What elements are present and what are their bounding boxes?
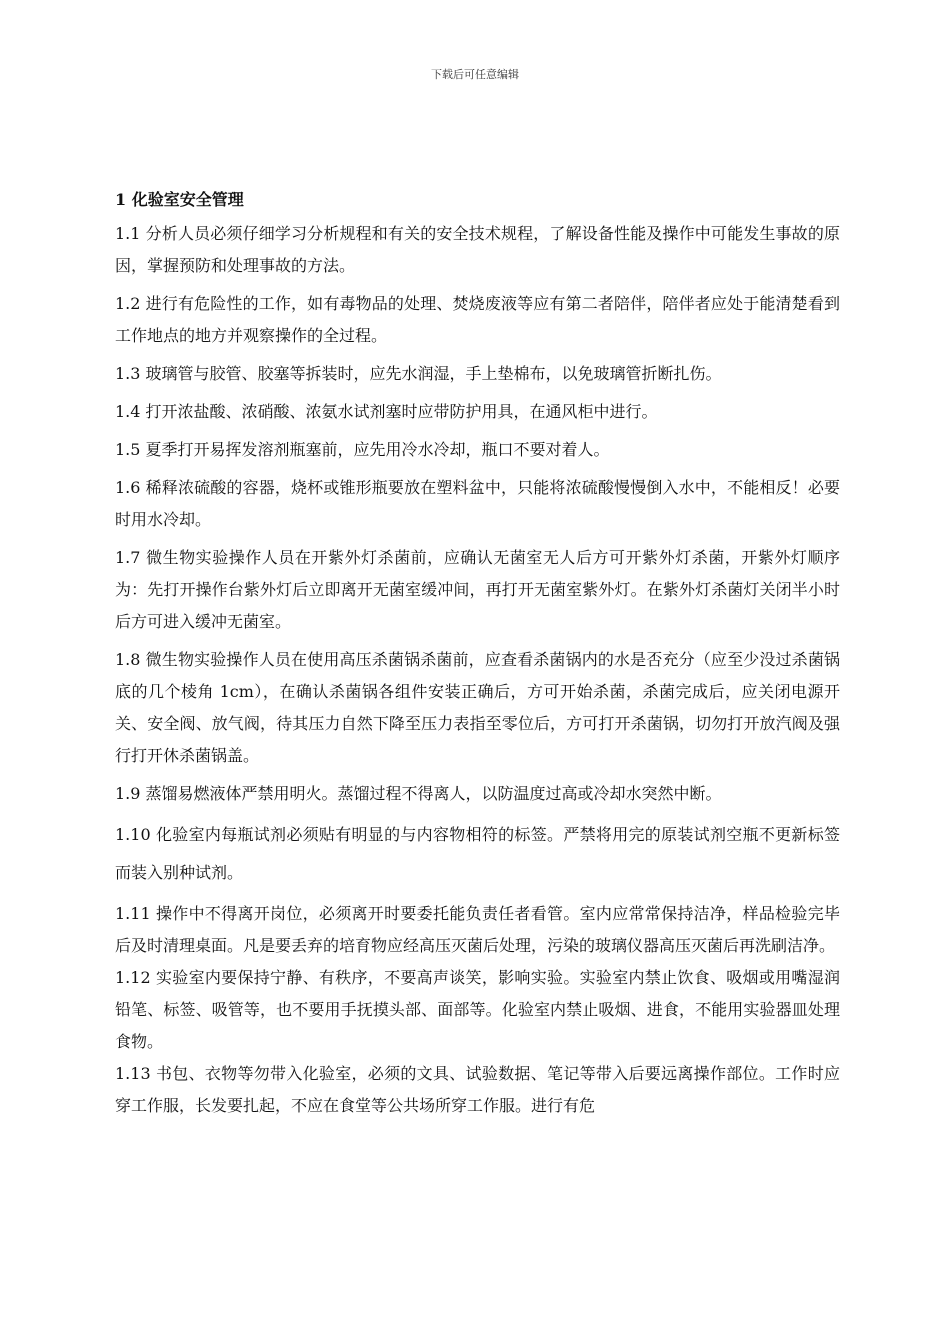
paragraph-1-8: 1.8 微生物实验操作人员在使用高压杀菌锅杀菌前，应查看杀菌锅内的水是否充分（应至少没过杀菌锅底的几个棱角 1cm），在确认杀菌锅各组件安装正确后，方可开始杀菌，杀菌完成后，应关闭电源开关、安全阀、放气阀，待其压力自然下降至压力表指至零位后，方可打开杀菌锅，切勿打开放汽阀及强行打开休杀菌锅盖。 (115, 650, 840, 765)
section-title: 1 化验室安全管理 (115, 190, 244, 209)
paragraph-1-5: 1.5 夏季打开易挥发溶剂瓶塞前，应先用冷水冷却，瓶口不要对着人。 (115, 440, 610, 459)
header-note: 下载后可任意编辑 (431, 68, 519, 81)
paragraph-1-7: 1.7 微生物实验操作人员在开紫外灯杀菌前，应确认无菌室无人后方可开紫外灯杀菌，开紫外灯顺序为：先打开操作台紫外灯后立即离开无菌室缓冲间，再打开无菌室紫外灯。在紫外灯杀菌灯关闭半小时后方可进入缓冲无菌室。 (115, 548, 840, 631)
paragraph-1-9: 1.9 蒸馏易燃液体严禁用明火。蒸馏过程不得离人，以防温度过高或冷却水突然中断。 (115, 784, 722, 803)
paragraph-1-1: 1.1 分析人员必须仔细学习分析规程和有关的安全技术规程，了解设备性能及操作中可能发生事故的原因，掌握预防和处理事故的方法。 (115, 224, 840, 275)
paragraph-1-6: 1.6 稀释浓硫酸的容器，烧杯或锥形瓶要放在塑料盆中，只能将浓硫酸慢慢倒入水中，不能相反！必要时用水冷却。 (115, 478, 840, 529)
paragraph-1-3: 1.3 玻璃管与胶管、胶塞等拆装时，应先水润湿，手上垫棉布，以免玻璃管折断扎伤。 (115, 364, 722, 383)
paragraph-1-12: 1.12 实验室内要保持宁静、有秩序，不要高声谈笑，影响实验。实验室内禁止饮食、吸烟或用嘴湿润铅笔、标签、吸管等，也不要用手抚摸头部、面部等。化验室内禁止吸烟、进食，不能用实验器皿处理食物。 (115, 968, 840, 1051)
paragraph-1-4: 1.4 打开浓盐酸、浓硝酸、浓氨水试剂塞时应带防护用具，在通风柜中进行。 (115, 402, 658, 421)
paragraph-1-10: 1.10 化验室内每瓶试剂必须贴有明显的与内容物相符的标签。严禁将用完的原装试剂空瓶不更新标签而装入别种试剂。 (115, 825, 840, 882)
paragraph-1-13: 1.13 书包、衣物等勿带入化验室，必须的文具、试验数据、笔记等带入后要远离操作部位。工作时应穿工作服，长发要扎起，不应在食堂等公共场所穿工作服。进行有危 (115, 1064, 840, 1115)
paragraph-1-11: 1.11 操作中不得离开岗位，必须离开时要委托能负责任者看管。室内应常常保持洁净，样品检验完毕后及时清理桌面。凡是要丢弃的培育物应经高压灭菌后处理，污染的玻璃仪器高压灭菌后再洗刷洁净。 (115, 904, 840, 955)
paragraph-1-2: 1.2 进行有危险性的工作，如有毒物品的处理、焚烧废液等应有第二者陪伴，陪伴者应处于能清楚看到工作地点的地方并观察操作的全过程。 (115, 294, 840, 345)
document-body (115, 186, 840, 1122)
